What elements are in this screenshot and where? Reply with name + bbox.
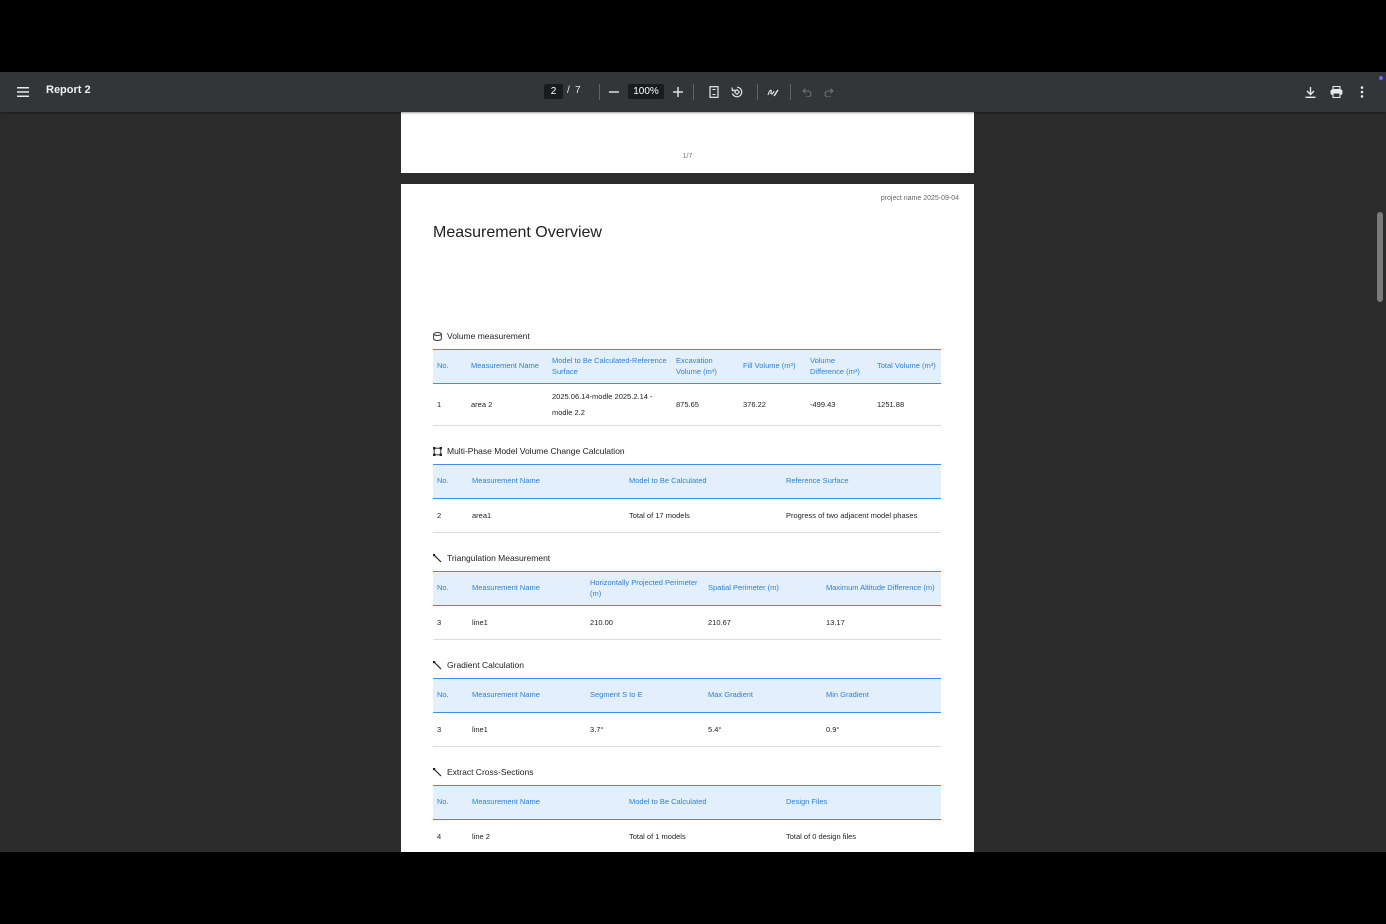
table-cell: 3 <box>437 724 442 734</box>
polygon-icon <box>433 447 442 456</box>
table-cell: -499.43 <box>810 399 836 409</box>
more-options-icon[interactable] <box>1352 82 1372 102</box>
table-cell: Progress of two adjacent model phases <box>786 510 918 520</box>
column-header: Measurement Name <box>472 476 540 486</box>
table-row <box>433 606 941 640</box>
table-cell: Total of 1 models <box>629 831 686 841</box>
redo-icon[interactable] <box>819 82 839 102</box>
annotate-icon[interactable] <box>763 82 783 102</box>
table-cell: 875.65 <box>676 399 699 409</box>
table-cell: 0.9° <box>826 724 840 734</box>
column-header: Model to Be Calculated <box>629 476 707 486</box>
table-cell: 210.67 <box>708 617 731 627</box>
section-title-text: Multi-Phase Model Volume Change Calculation <box>447 446 625 456</box>
column-header: Measurement Name <box>472 797 540 807</box>
table-cell: line 2 <box>472 831 490 841</box>
page-footer-number: 1/7 <box>682 153 693 160</box>
cylinder-icon <box>433 332 442 341</box>
column-header: Measurement Name <box>472 690 540 700</box>
rotate-icon[interactable] <box>727 82 747 102</box>
line-icon <box>433 554 442 563</box>
section-title-triangulation <box>433 553 550 563</box>
table-cell: 1251.88 <box>877 399 905 409</box>
table-row <box>433 820 941 853</box>
toolbar-divider <box>757 84 758 100</box>
column-header: Spatial Perimeter (m) <box>708 583 779 593</box>
table-row <box>433 499 941 533</box>
toolbar-divider <box>790 84 791 100</box>
column-header: No. <box>437 361 449 371</box>
gradient-table <box>433 678 941 747</box>
column-header: Design Files <box>786 797 828 807</box>
table-cell: 210.00 <box>590 617 613 627</box>
table-cell: area 2 <box>471 399 493 409</box>
pdf-page-1 <box>401 112 974 173</box>
page-total: 7 <box>575 85 581 96</box>
column-header: Reference Surface <box>786 476 849 486</box>
section-title-text: Extract Cross-Sections <box>447 767 534 777</box>
table-cell: 2025.06.14-modle 2025.2.14 -modle 2.2 <box>552 391 653 417</box>
download-icon[interactable] <box>1300 82 1320 102</box>
table-cell: 1 <box>437 399 442 409</box>
line-icon <box>433 661 442 670</box>
column-header: Measurement Name <box>471 361 539 371</box>
section-title-text: Triangulation Measurement <box>447 553 551 563</box>
column-header: No. <box>437 797 449 807</box>
notification-dot <box>1379 76 1383 80</box>
document-title: Report 2 <box>46 84 91 96</box>
section-title-multiphase <box>433 446 625 456</box>
column-header: No. <box>437 476 449 486</box>
section-title-cross-sections <box>433 767 533 777</box>
column-header: Fill Volume (m³) <box>743 361 796 371</box>
section-title-gradient <box>433 660 524 670</box>
column-header: Maximum Altitude Difference (m) <box>826 583 935 593</box>
fit-page-icon[interactable] <box>704 82 724 102</box>
table-cell: 376.22 <box>743 399 766 409</box>
zoom-in-icon[interactable] <box>668 82 688 102</box>
table-header-row <box>433 679 941 713</box>
section-title-volume <box>433 331 530 341</box>
table-cell: Total of 17 models <box>629 510 690 520</box>
pdf-viewer <box>0 72 1386 852</box>
undo-icon[interactable] <box>796 82 816 102</box>
table-cell: 5.4° <box>708 724 722 734</box>
column-header: Segment S to E <box>590 690 643 700</box>
multiphase-table <box>433 464 941 533</box>
column-header: Measurement Name <box>472 583 540 593</box>
table-cell: line1 <box>472 724 488 734</box>
pdf-page-2 <box>401 184 974 852</box>
volume-table <box>433 349 941 426</box>
section-title-text: Gradient Calculation <box>447 660 525 670</box>
table-row <box>433 713 941 747</box>
print-icon[interactable] <box>1326 82 1346 102</box>
menu-icon[interactable] <box>13 82 33 102</box>
table-header-row <box>433 786 941 820</box>
project-header: project name 2025-09-04 <box>880 195 959 202</box>
column-header: Volume Difference (m³) <box>810 356 860 376</box>
toolbar-divider <box>693 84 694 100</box>
scrollbar[interactable] <box>1374 112 1386 852</box>
page-title: Measurement Overview <box>433 224 602 241</box>
column-header: Excavation Volume (m³) <box>676 356 717 376</box>
table-header-row <box>433 350 941 384</box>
zoom-out-icon[interactable] <box>604 82 624 102</box>
table-cell: 3 <box>437 617 442 627</box>
table-header-row <box>433 572 941 606</box>
column-header: Model to Be Calculated-Reference Surface <box>552 356 667 376</box>
column-header: Total Volume (m³) <box>877 361 936 371</box>
zoom-input[interactable]: 100% <box>628 84 664 99</box>
pdf-toolbar <box>0 72 1386 112</box>
column-header: Min Gradient <box>826 690 869 700</box>
table-cell: area1 <box>472 510 492 520</box>
column-header: Max Gradient <box>708 690 754 700</box>
line-icon <box>433 768 442 777</box>
table-row <box>433 384 941 426</box>
table-cell: line1 <box>472 617 488 627</box>
column-header: No. <box>437 690 449 700</box>
scrollbar-thumb[interactable] <box>1377 212 1383 302</box>
table-cell: 4 <box>437 831 442 841</box>
column-header: Model to Be Calculated <box>629 797 707 807</box>
table-cell: Total of 0 design files <box>786 831 857 841</box>
table-cell: 13.17 <box>826 617 845 627</box>
column-header: Horizontally Projected Perimeter (m) <box>590 578 698 598</box>
toolbar-divider <box>599 84 600 100</box>
column-header: No. <box>437 583 449 593</box>
page-separator: / <box>567 85 570 96</box>
section-title-text: Volume measurement <box>447 331 530 341</box>
table-cell: 2 <box>437 510 442 520</box>
table-cell: 3.7° <box>590 724 604 734</box>
cross-sections-table <box>433 785 941 852</box>
page-number-input[interactable]: 2 <box>544 84 563 99</box>
triangulation-table <box>433 571 941 640</box>
table-header-row <box>433 465 941 499</box>
